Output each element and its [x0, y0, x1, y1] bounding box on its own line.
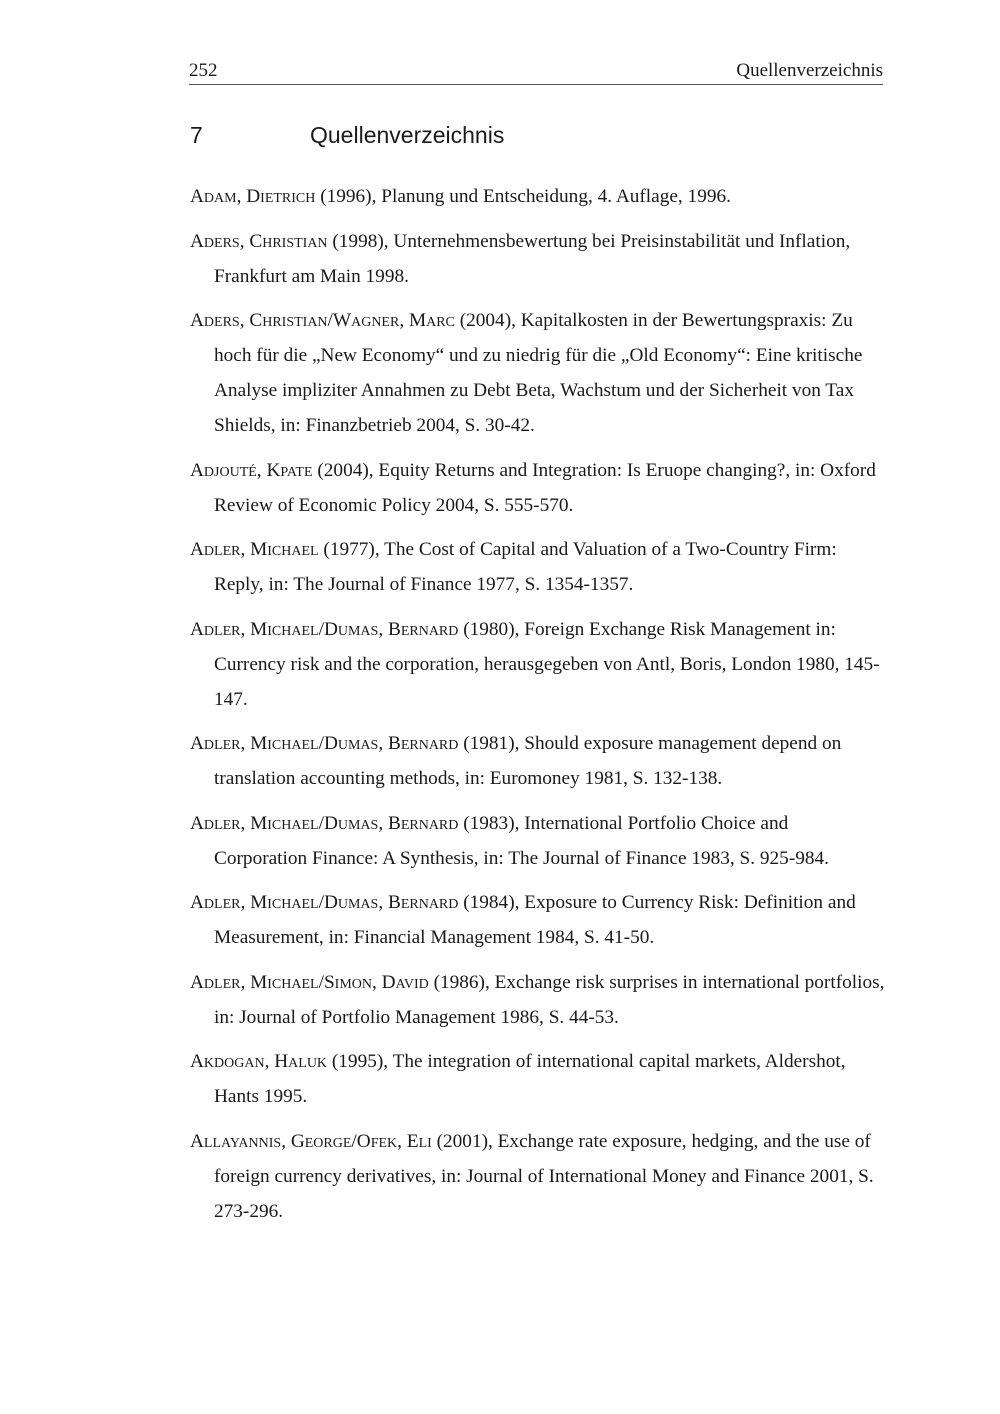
reference-authors: Adler, Michael — [190, 539, 319, 560]
reference-authors: Adjouté, Kpate — [190, 459, 313, 481]
reference-entry — [190, 726, 885, 796]
reference-entry — [190, 965, 885, 1035]
reference-authors: Adler, Michael/Dumas, Bernard — [190, 892, 459, 913]
reference-authors: Aders, Christian — [190, 230, 328, 252]
reference-authors: Aders, Christian/Wagner, Marc — [190, 310, 455, 331]
reference-authors: Adler, Michael/Dumas, Bernard — [190, 812, 459, 834]
reference-authors: Adler, Michael/Simon, David — [190, 971, 429, 993]
chapter-title: Quellenverzeichnis — [310, 122, 505, 148]
reference-entry — [190, 532, 885, 602]
reference-entry — [190, 885, 885, 955]
reference-authors: Allayannis, George/Ofek, Eli — [190, 1130, 432, 1152]
running-title: Quellenverzeichnis — [736, 60, 883, 81]
reference-details: (1981), Should exposure management depend on translation accounting methods, in: Euromoney 1981, S. 132-138. — [214, 733, 842, 789]
reference-authors: Akdogan, Haluk — [190, 1051, 328, 1072]
chapter-number: 7 — [190, 122, 203, 148]
reference-entry — [190, 224, 885, 294]
reference-details: (1986), Exchange risk surprises in international portfolios, in: Journal of Portfolio Management 1986, S. 44-53. — [214, 971, 885, 1028]
reference-entry — [190, 453, 885, 523]
reference-entry — [190, 1044, 885, 1114]
reference-entry — [190, 1124, 885, 1229]
reference-details: (2004), Kapitalkosten in der Bewertungspraxis: Zu hoch für die „New Economy“ und zu niedrig für die „Old Economy“: Eine kritische Analyse impliziter Annahmen zu Debt Beta, Wachstum und der Sicherheit von Tax Shields, in: Finanzbetrieb 2004, S. 30-42. — [214, 310, 863, 436]
reference-entry — [190, 612, 885, 717]
reference-details: (1998), Unternehmensbewertung bei Preisinstabilität und Inflation, Frankfurt am Main 1998. — [214, 230, 851, 287]
page-number: 252 — [189, 60, 218, 81]
reference-details: (2004), Equity Returns and Integration: Is Eruope changing?, in: Oxford Review of Economic Policy 2004, S. 555-570. — [214, 459, 876, 516]
reference-details: (1984), Exposure to Currency Risk: Definition and Measurement, in: Financial Management 1984, S. 41-50. — [214, 892, 856, 948]
reference-details: (1996), Planung und Entscheidung, 4. Auflage, 1996. — [315, 186, 731, 207]
reference-entry — [190, 303, 885, 443]
reference-authors: Adler, Michael/Dumas, Bernard — [190, 618, 459, 640]
reference-authors: Adler, Michael/Dumas, Bernard — [190, 733, 459, 754]
reference-details: (1983), International Portfolio Choice and Corporation Finance: A Synthesis, in: The Journal of Finance 1983, S. 925-984. — [214, 812, 829, 869]
reference-details: (1977), The Cost of Capital and Valuation of a Two-Country Firm: Reply, in: The Journal of Finance 1977, S. 1354-1357. — [214, 539, 837, 595]
reference-entry — [190, 179, 885, 214]
reference-details: (2001), Exchange rate exposure, hedging, and the use of foreign currency derivatives, in: Journal of International Money and Finance 2001, S. 273-296. — [214, 1130, 874, 1222]
reference-entry — [190, 806, 885, 876]
reference-details: (1980), Foreign Exchange Risk Management in: Currency risk and the corporation, herausgegeben von Antl, Boris, London 1980, 145-147. — [214, 618, 880, 710]
reference-authors: Adam, Dietrich — [190, 186, 316, 207]
reference-details: (1995), The integration of international capital markets, Aldershot, Hants 1995. — [214, 1051, 846, 1107]
reference-list — [190, 179, 885, 1238]
running-header — [189, 60, 883, 85]
